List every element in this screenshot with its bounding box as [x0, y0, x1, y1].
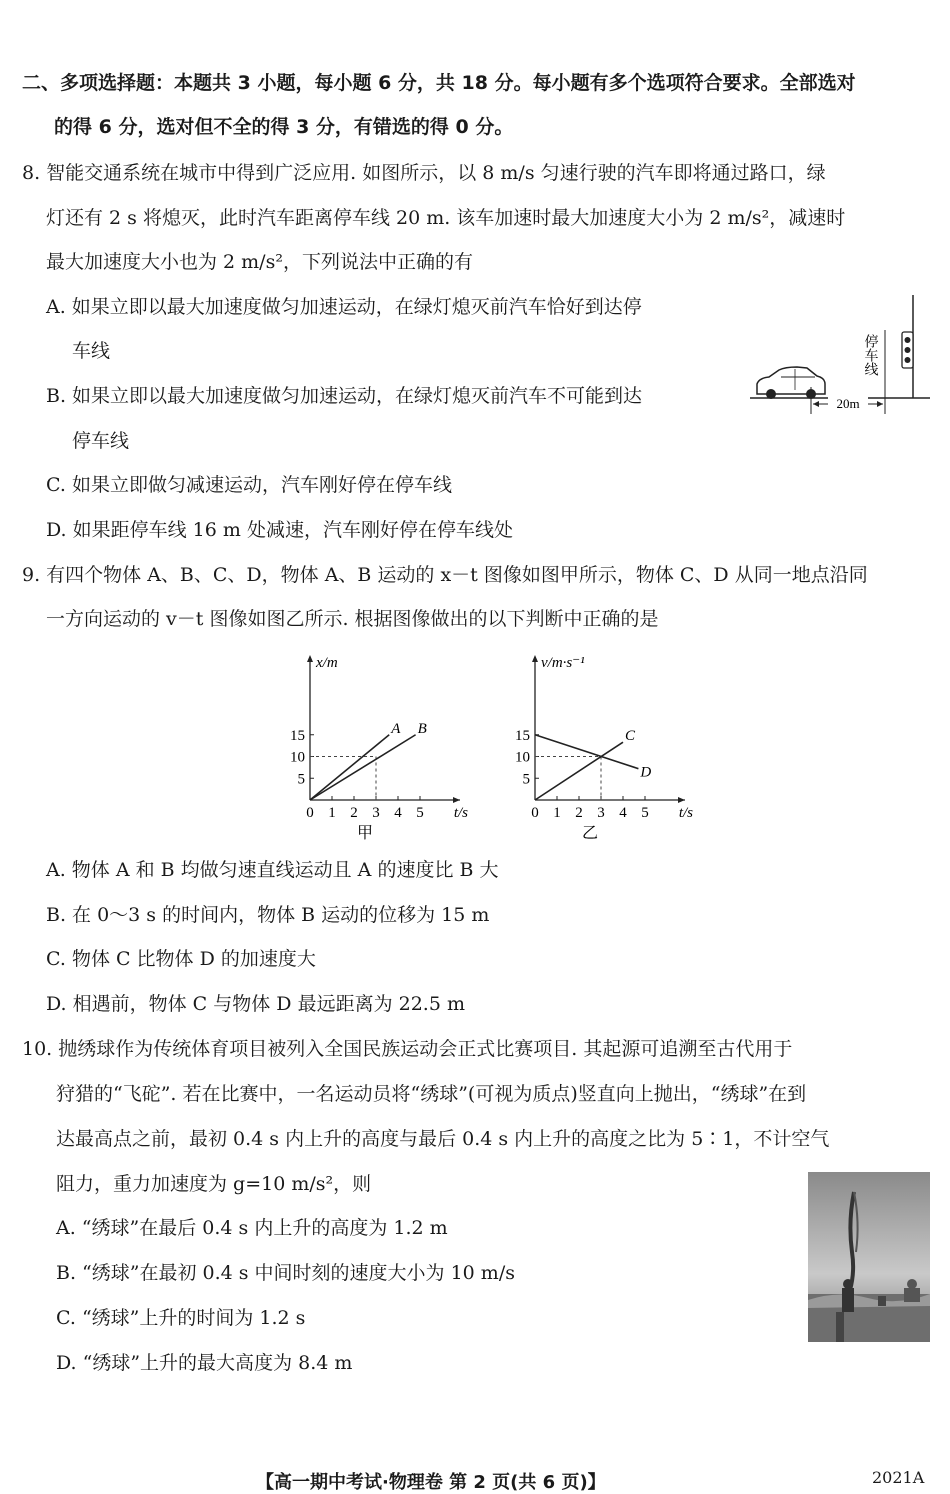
q8-stem-line2: 灯还有 2 s 将熄灭，此时汽车距离停车线 20 m. 该车加速时最大加速度大小为 2 m/s²，减速时	[46, 207, 846, 229]
x-tick-label: 4	[619, 805, 627, 821]
x-tick-label: 5	[641, 805, 649, 821]
q8-stem-line1: 8. 智能交通系统在城市中得到广泛应用. 如图所示，以 8 m/s 匀速行驶的汽车即将通过路口，绿	[22, 162, 826, 184]
q10-option-b: B. “绣球”在最初 0.4 s 中间时刻的速度大小为 10 m/s	[56, 1262, 515, 1284]
y-axis-label: v/m·s⁻¹	[541, 655, 585, 671]
traffic-light-icon	[902, 295, 913, 398]
x-tick-label: 5	[416, 805, 424, 821]
page-code: 2021A	[872, 1468, 925, 1487]
distance-label: 20m	[836, 396, 860, 411]
y-tick-label: 15	[290, 727, 305, 744]
y-tick-label: 5	[522, 771, 530, 788]
section-heading-line2: 的得 6 分，选对但不全的得 3 分，有错选的得 0 分。	[54, 116, 514, 138]
x-tick-label: 0	[306, 805, 314, 821]
x-tick-label: 2	[350, 805, 358, 821]
q9-option-a: A. 物体 A 和 B 均做匀速直线运动且 A 的速度比 B 大	[46, 859, 499, 881]
series-line-C	[535, 742, 623, 800]
y-axis-arrow	[532, 655, 538, 662]
y-tick-label: 15	[515, 727, 530, 744]
q10-option-a: A. “绣球”在最后 0.4 s 内上升的高度为 1.2 m	[56, 1217, 448, 1239]
q10-photo-image	[808, 1172, 930, 1342]
q10-stem-line2: 狩猎的“飞砣”. 若在比赛中，一名运动员将“绣球”(可视为质点)竖直向上抛出，“绣球”在到	[56, 1083, 807, 1105]
q8-option-b-line1: B. 如果立即以最大加速度做匀加速运动，在绿灯熄灭前汽车不可能到达	[46, 385, 643, 407]
x-tick-label: 1	[328, 805, 336, 821]
chart-yi	[495, 645, 695, 845]
series-label-D: D	[640, 764, 652, 781]
x-axis-label: t/s	[453, 805, 468, 821]
y-tick-label: 10	[515, 749, 530, 766]
x-axis-label: t/s	[678, 805, 693, 821]
page-footer: 【高一期中考试·物理卷 第 2 页(共 6 页)】	[256, 1472, 606, 1493]
x-tick-label: 1	[553, 805, 561, 821]
q9-stem-line1: 9. 有四个物体 A、B、C、D，物体 A、B 运动的 x－t 图像如图甲所示，物体 C、D 从同一地点沿同	[22, 564, 868, 586]
q8-option-a-line2: 车线	[72, 340, 111, 362]
q8-traffic-figure	[745, 290, 935, 420]
x-tick-label: 0	[531, 805, 539, 821]
q8-option-c: C. 如果立即做匀减速运动，汽车刚好停在停车线	[46, 474, 452, 496]
x-axis-arrow	[453, 797, 460, 803]
y-axis-arrow	[307, 655, 313, 662]
section-heading-line1: 二、多项选择题：本题共 3 小题，每小题 6 分，共 18 分。每小题有多个选项符合要求。全部选对	[22, 72, 856, 94]
x-axis-arrow	[678, 797, 685, 803]
x-tick-label: 3	[597, 805, 605, 821]
y-tick-label: 10	[290, 749, 305, 766]
series-label-A: A	[391, 720, 401, 737]
x-tick-label: 2	[575, 805, 583, 821]
stop-line-label: 停车线	[862, 334, 878, 376]
x-tick-label: 4	[394, 805, 402, 821]
car-icon	[757, 367, 825, 399]
q9-option-b: B. 在 0～3 s 的时间内，物体 B 运动的位移为 15 m	[46, 904, 490, 926]
q8-option-d: D. 如果距停车线 16 m 处减速，汽车刚好停在停车线处	[46, 519, 513, 541]
y-axis-label: x/m	[316, 655, 338, 671]
q10-option-d: D. “绣球”上升的最大高度为 8.4 m	[56, 1352, 353, 1374]
q9-option-d: D. 相遇前，物体 C 与物体 D 最远距离为 22.5 m	[46, 993, 465, 1015]
series-line-D	[535, 735, 638, 769]
y-tick-label: 5	[297, 771, 305, 788]
chart-caption: 甲	[356, 825, 374, 842]
chart-caption: 乙	[581, 825, 599, 842]
series-label-C: C	[625, 728, 636, 745]
q9-stem-line2: 一方向运动的 v－t 图像如图乙所示. 根据图像做出的以下判断中正确的是	[46, 608, 659, 630]
q10-option-c: C. “绣球”上升的时间为 1.2 s	[56, 1307, 306, 1329]
series-line-A	[310, 735, 389, 800]
series-line-B	[310, 735, 416, 800]
q10-stem-line3: 达最高点之前，最初 0.4 s 内上升的高度与最后 0.4 s 内上升的高度之比为 5∶1，不计空气	[56, 1128, 830, 1150]
q8-option-a-line1: A. 如果立即以最大加速度做匀加速运动，在绿灯熄灭前汽车恰好到达停	[46, 296, 642, 318]
q10-stem-line1: 10. 抛绣球作为传统体育项目被列入全国民族运动会正式比赛项目. 其起源可追溯至古代用于	[22, 1038, 793, 1060]
q8-option-b-line2: 停车线	[72, 430, 130, 452]
x-tick-label: 3	[372, 805, 380, 821]
chart-jia	[270, 645, 470, 845]
q9-option-c: C. 物体 C 比物体 D 的加速度大	[46, 948, 316, 970]
q8-stem-line3: 最大加速度大小也为 2 m/s²，下列说法中正确的有	[46, 251, 473, 273]
q10-stem-line4: 阻力，重力加速度为 g=10 m/s²，则	[56, 1173, 372, 1195]
series-label-B: B	[417, 720, 427, 737]
